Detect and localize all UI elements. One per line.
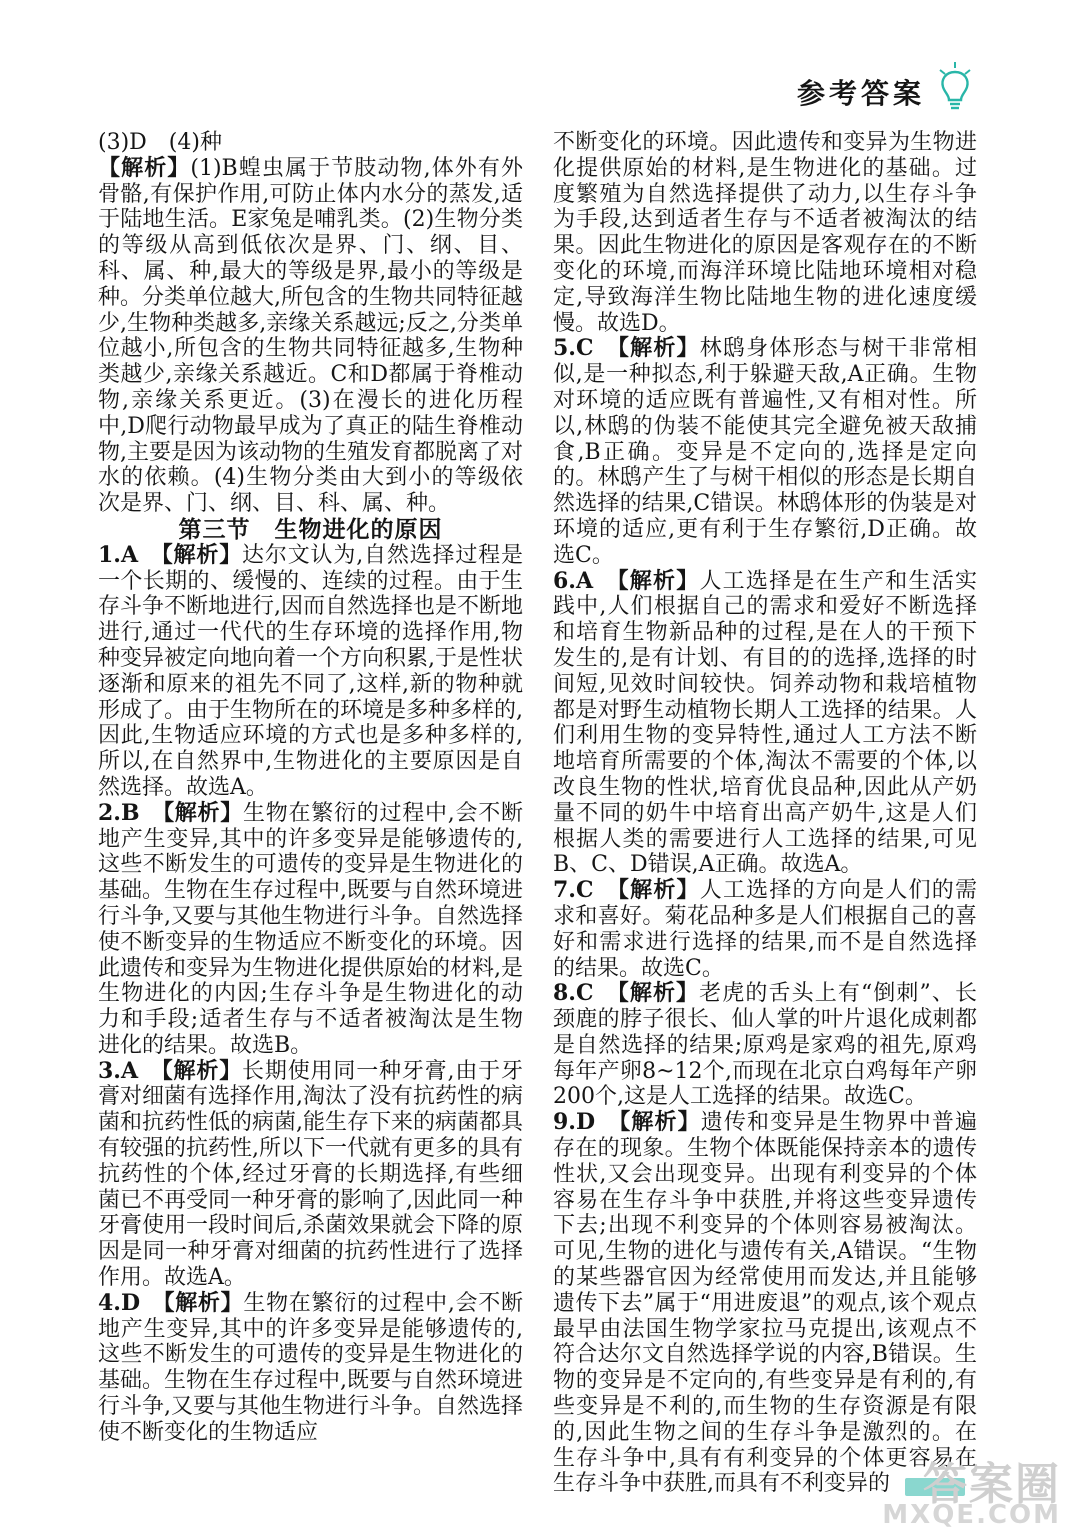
header-title: 参考答案 [796,77,925,110]
lightbulb-icon [935,60,975,114]
list-item: 2.B 【解析】生物在繁衍的过程中,会不断地产生变异,其中的许多变异是能够遗传的,这些不断发生的可遗传的变异是生物进化的基础。生物在生存过程中,既要与自然环境进行斗争,又要与其他生物进行斗争。自然选择使不断变异的生物适应不断变化的环境。因此遗传和变异为生物进化提供原始的材料,是生物进化的内因;生存斗争是生物进化的动力和手段;适者生存与不适者被淘汰是生物进化的结果。故选B。 [98,799,523,1058]
watermark-logo: 答案圈 [923,1459,1061,1510]
left-column [98,130,523,1446]
list-item: 9.D 【解析】遗传和变异是生物界中普遍存在的现象。生物个体既能保持亲本的遗传性状,又会出现变异。出现有利变异的个体容易在生存斗争中获胜,并将这些变异遗传下去;出现不利变异的个体则容易被淘汰。可见,生物的进化与遗传有关,A错误。“生物的某些器官因为经常使用而发达,并且能够遗传下去”属于“用进废退”的观点,该个观点最早由法国生物学家拉马克提出,该观点不符合达尔文自然选择学说的内容,B错误。生物的变异是不定向的,有些变异是有利的,有些变异是不利的,而生物的生存资源是有限的,因此生物之间的生存斗争是激烈的。在生存斗争中,具有有利变异的个体更容易在生存斗争中获胜,而具有不利变异的 [553,1109,977,1497]
analysis-paragraph: 【解析】(1)B蝗虫属于节肢动物,体外有外骨骼,有保护作用,可防止体内水分的蒸发,适于陆地生活。E家兔是哺乳类。(2)生物分类的等级从高到低依次是界、门、纲、目、科、属、种,最大的等级是界,最小的等级是种。分类单位越大,所包含的生物共同特征越少,生物种类越多,亲缘关系越远;反之,分类单位越小,所包含的生物共同特征越多,生物种类越少,亲缘关系越近。C和D都属于脊椎动物,亲缘关系更近。(3)在漫长的进化历程中,D爬行动物最早成为了真正的陆生脊椎动物,主要是因为该动物的生殖发育都脱离了对水的依赖。(4)生物分类由大到小的等级依次是界、门、纲、目、科、属、种。 [98,154,523,517]
list-item: 7.C 【解析】人工选择的方向是人们的需求和喜好。菊花品种多是人们根据自己的喜好和需求进行选择的结果,而不是自然选择的结果。故选C。 [553,877,977,981]
list-item: 4.D 【解析】生物在繁衍的过程中,会不断地产生变异,其中的许多变异是能够遗传的,这些不断发生的可遗传的变异是生物进化的基础。生物在生存过程中,既要与自然环境进行斗争,又要与其他生物进行斗争。自然选择使不断变化的生物适应 [98,1289,523,1445]
list-item: 8.C 【解析】老虎的舌头上有“倒刺”、长颈鹿的脖子很长、仙人掌的叶片退化成刺都是自然选择的结果;原鸡是家鸡的祖先,原鸡每年产卵8~12个,而现在北京白鸡每年产卵200个,这是人工选择的结果。故选C。 [553,980,977,1110]
right-column [553,130,977,1497]
watermark-url: MXQE.COM [882,1500,1061,1530]
answer-line: (3)D (4)种 [98,130,222,155]
page-header [0,0,1085,118]
list-item: 3.A 【解析】长期使用同一种牙膏,由于牙膏对细菌有选择作用,淘汰了没有抗药性的病菌和抗药性低的病菌,能生存下来的病菌都具有较强的抗药性,所以下一代就有更多的具有抗药性的个体,经过牙膏的长期选择,有些细菌已不再受同一种牙膏的影响了,因此同一种牙膏使用一段时间后,杀菌效果就会下降的原因是同一种牙膏对细菌的抗药性进行了选择作用。故选A。 [98,1057,523,1291]
list-item: 5.C 【解析】林鸱身体形态与树干非常相似,是一种拟态,利于躲避天敌,A正确。生物对环境的适应既有普遍性,又有相对性。所以,林鸱的伪装不能使其完全避免被天敌捕食,B正确。变异是不定向的,选择是定向的。林鸱产生了与树干相似的形态是长期自然选择的结果,C错误。林鸱体形的伪装是对环境的适应,更有利于生存繁衍,D正确。故选C。 [553,335,977,568]
watermark [882,1459,1061,1530]
list-item: 1.A 【解析】达尔文认为,自然选择过程是一个长期的、缓慢的、连续的过程。由于生存斗争不断地进行,因而自然选择也是不断地进行,通过一代代的生存环境的选择作用,物种变异被定向地向着一个方向积累,于是性状逐渐和原来的祖先不同了,这样,新的物种就形成了。由于生物所在的环境是多种多样的,因此,生物适应环境的方式也是多种多样的,所以,在自然界中,生物进化的主要原因是自然选择。故选A。 [98,541,523,800]
section-title: 第三节 生物进化的原因 [178,515,443,543]
list-item: 不断变化的环境。因此遗传和变异为生物进化提供原始的材料,是生物进化的基础。过度繁殖为自然选择提供了动力,以生存斗争为手段,达到适者生存与不适者被淘汰的结果。因此生物进化的原因是客观存在的不断变化的环境,而海洋环境比陆地环境相对稳定,导致海洋生物比陆地生物的进化速度缓慢。故选D。 [553,130,977,336]
list-item: 6.A 【解析】人工选择是在生产和生活实践中,人们根据自己的需求和爱好不断选择和培育生物新品种的过程,是在人的干预下发生的,是有计划、有目的的选择,选择的时间短,见效时间较快。饲养动物和栽培植物都是对野生动植物长期人工选择的结果。人们利用生物的变异特性,通过人工方法不断地培育所需要的个体,淘汰不需要的个体,以改良生物的性状,培育优良品种,因此从产奶量不同的奶牛中培育出高产奶牛,这是人们根据人类的需要进行人工选择的结果,可见B、C、D错误,A正确。故选A。 [553,567,977,878]
